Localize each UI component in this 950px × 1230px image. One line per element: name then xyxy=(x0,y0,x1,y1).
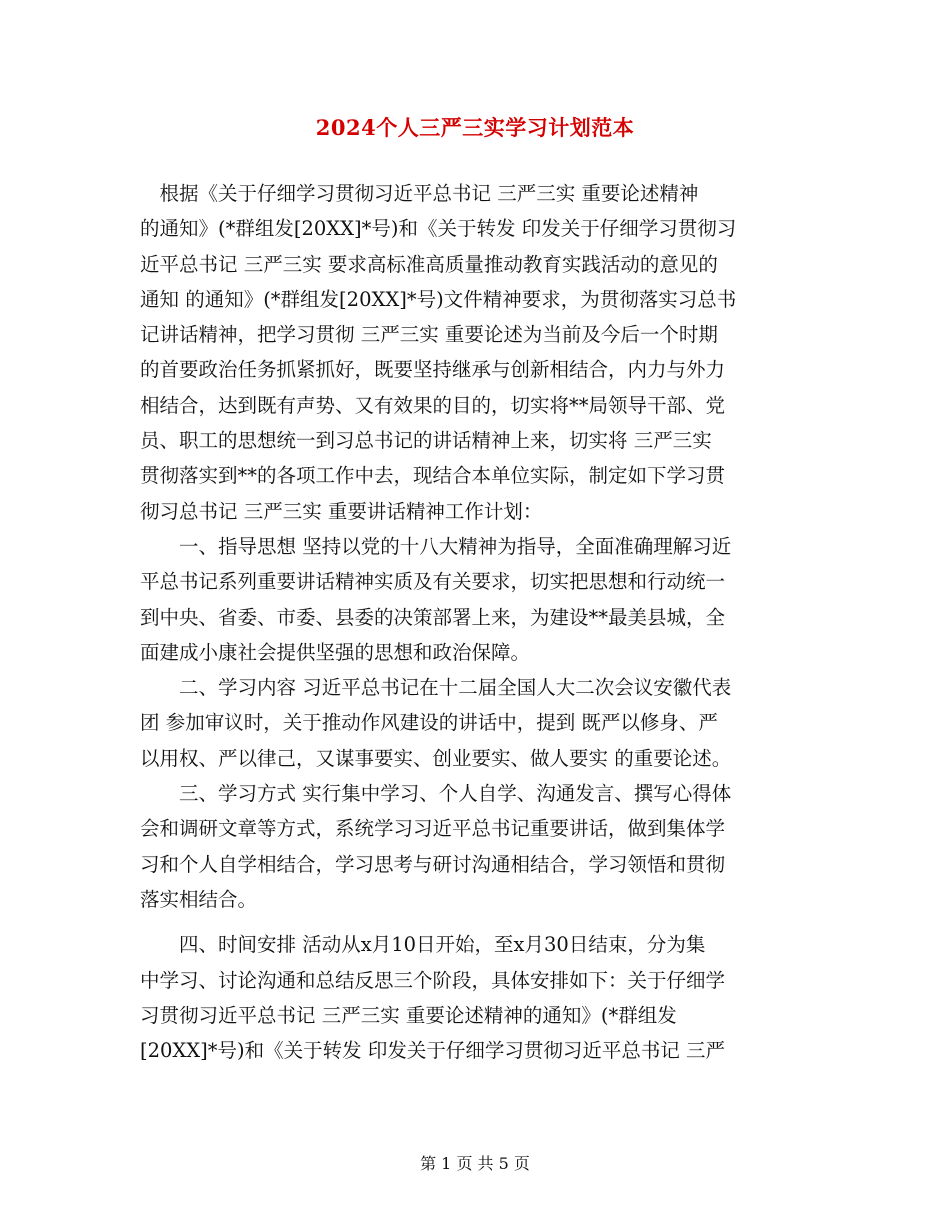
text-line: 员、职工的思想统一到习总书记的讲话精神上来，切实将 三严三实 xyxy=(140,429,712,453)
text-line: 会和调研文章等方式，系统学习习近平总书记重要讲话，做到集体学 xyxy=(140,817,726,841)
body-paragraphs xyxy=(140,176,812,917)
text-line: 中学习、讨论沟通和总结反思三个阶段，具体安排如下：关于仔细学 xyxy=(140,968,726,992)
text-line: 根据《关于仔细学习贯彻习近平总书记 三严三实 重要论述精神 xyxy=(140,182,699,205)
text-line: 四、时间安排 活动从x月10日开始，至x月30日结束，分为集 xyxy=(140,933,706,957)
text-line: 到中央、省委、市委、县委的决策部署上来，为建设**最美县城，全 xyxy=(140,605,726,629)
paragraph-gap xyxy=(140,917,812,927)
text-line: 相结合，达到既有声势、又有效果的目的，切实将**局领导干部、党 xyxy=(140,393,726,417)
text-line: 习和个人自学相结合，学习思考与研讨沟通相结合，学习领悟和贯彻 xyxy=(140,852,726,876)
page-footer: 第 1 页 共 5 页 xyxy=(420,1154,530,1173)
text-line: 习贯彻习近平总书记 三严三实 重要论述精神的通知》(*群组发 xyxy=(140,1003,677,1027)
text-line: 近平总书记 三严三实 要求高标准高质量推动教育实践活动的意见的 xyxy=(140,252,718,276)
text-line: 一、指导思想 坚持以党的十八大精神为指导，全面准确理解习近 xyxy=(140,534,732,558)
text-line: 平总书记系列重要讲话精神实质及有关要求，切实把思想和行动统一 xyxy=(140,570,726,594)
text-line: 面建成小康社会提供坚强的思想和政治保障。 xyxy=(140,640,531,664)
document-body xyxy=(140,176,812,1068)
document-title: 2024个人三严三实学习计划范本 xyxy=(315,115,635,140)
text-line: 团 参加审议时，关于推动作风建设的讲话中，提到 既严以修身、严 xyxy=(140,711,718,735)
text-line: 通知 的通知》(*群组发[20XX]*号)文件精神要求，为贯彻落实习总书 xyxy=(140,287,737,311)
text-line: 记讲话精神，把学习贯彻 三严三实 重要论述为当前及今后一个时期 xyxy=(140,323,718,347)
text-line: 以用权、严以律己，又谋事要实、创业要实、做人要实 的重要论述。 xyxy=(140,746,732,770)
body-paragraphs-continued xyxy=(140,927,812,1068)
text-line: 三、学习方式 实行集中学习、个人自学、沟通发言、撰写心得体 xyxy=(140,782,732,806)
text-line: 的首要政治任务抓紧抓好，既要坚持继承与创新相结合，内力与外力 xyxy=(140,358,726,382)
text-line: 的通知》(*群组发[20XX]*号)和《关于转发 印发关于仔细学习贯彻习 xyxy=(140,217,737,241)
text-line: 落实相结合。 xyxy=(140,887,258,911)
text-line: [20XX]*号)和《关于转发 印发关于仔细学习贯彻习近平总书记 三严 xyxy=(140,1039,726,1063)
text-line: 贯彻落实到**的各项工作中去，现结合本单位实际，制定如下学习贯 xyxy=(140,464,726,488)
text-line: 二、学习内容 习近平总书记在十二届全国人大二次会议安徽代表 xyxy=(140,676,732,700)
text-line: 彻习总书记 三严三实 重要讲话精神工作计划： xyxy=(140,499,543,523)
